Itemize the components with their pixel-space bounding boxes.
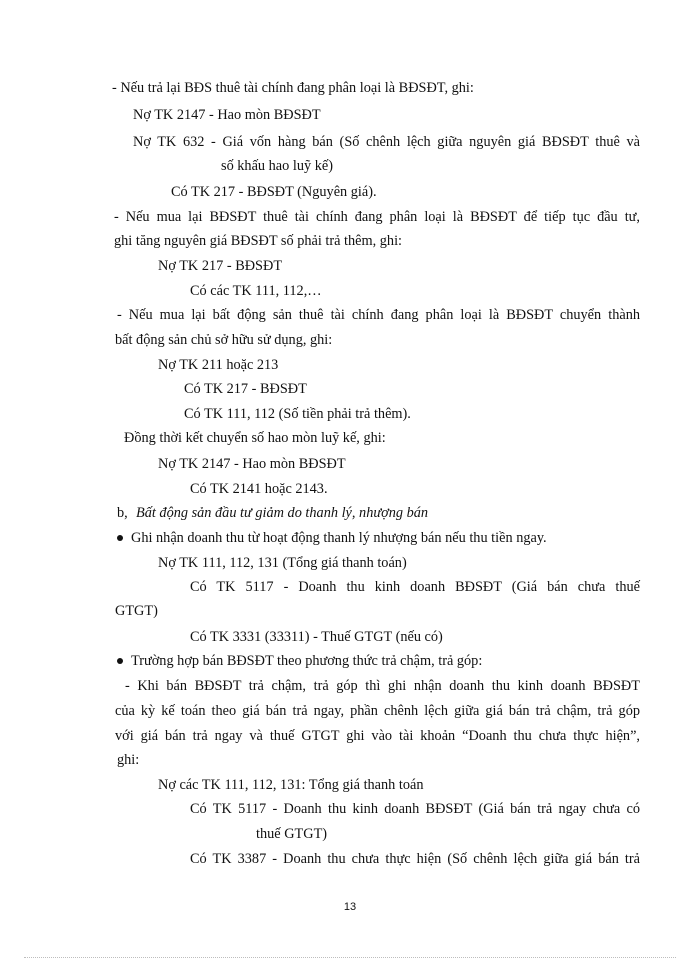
- text-line: - Khi bán BĐSĐT trả chậm, trả góp thì ghi nhận doanh thu kinh doanh BĐSĐT: [125, 678, 640, 694]
- text-line: Ghi nhận doanh thu từ hoạt động thanh lý nhượng bán nếu thu tiền ngay.: [131, 530, 547, 546]
- section-heading: Bất động sản đầu tư giảm do thanh lý, nhượng bán: [136, 505, 429, 521]
- text-line: Có TK 5117 - Doanh thu kinh doanh BĐSĐT (Giá bán trả ngay chưa có: [190, 801, 640, 817]
- text-line: ghi:: [117, 752, 140, 768]
- text-line: với giá bán trả ngay và thuế GTGT ghi vào tài khoản “Doanh thu chưa thực hiện”,: [115, 728, 640, 744]
- bullet-icon: [117, 658, 123, 664]
- text-line: Có TK 3387 - Doanh thu chưa thực hiện (Số chênh lệch giữa giá bán trả: [190, 851, 640, 867]
- section-number: b,: [117, 505, 128, 521]
- text-line: Nợ TK 211 hoặc 213: [158, 357, 279, 373]
- text-line: Có các TK 111, 112,…: [190, 283, 322, 299]
- text-line: ghi tăng nguyên giá BĐSĐT số phải trả thêm, ghi:: [114, 233, 403, 249]
- text-line: Đồng thời kết chuyển số hao mòn luỹ kế, ghi:: [124, 430, 386, 446]
- footer-divider: [24, 957, 676, 958]
- text-line: Nợ TK 2147 - Hao mòn BĐSĐT: [158, 456, 346, 472]
- text-line: Có TK 2141 hoặc 2143.: [190, 481, 328, 497]
- text-line: Có TK 111, 112 (Số tiền phải trả thêm).: [184, 406, 411, 422]
- text-line: GTGT): [115, 603, 158, 619]
- text-line: bất động sản chủ sở hữu sử dụng, ghi:: [115, 332, 333, 348]
- text-line: Có TK 3331 (33311) - Thuế GTGT (nếu có): [190, 629, 443, 645]
- text-line: Nợ TK 632 - Giá vốn hàng bán (Số chênh lệch giữa nguyên giá BĐSĐT thuê và: [133, 134, 640, 150]
- text-line: - Nếu mua lại bất động sản thuê tài chính đang phân loại là BĐSĐT chuyển thành: [117, 307, 640, 323]
- text-line: Trường hợp bán BĐSĐT theo phương thức trả chậm, trả góp:: [131, 653, 483, 669]
- bullet-icon: [117, 535, 123, 541]
- text-line: của kỳ kế toán theo giá bán trả ngay, phần chênh lệch giữa giá bán trả chậm, trả góp: [115, 703, 640, 719]
- text-line: - Nếu mua lại BĐSĐT thuê tài chính đang phân loại là BĐSĐT để tiếp tục đầu tư,: [114, 209, 640, 225]
- text-line: thuế GTGT): [256, 826, 328, 842]
- text-line: Nợ TK 217 - BĐSĐT: [158, 258, 283, 274]
- text-line: số khấu hao luỹ kế): [221, 158, 333, 174]
- text-line: Nợ TK 2147 - Hao mòn BĐSĐT: [133, 107, 321, 123]
- page-number: 13: [343, 901, 357, 913]
- text-line: Có TK 217 - BĐSĐT (Nguyên giá).: [171, 184, 377, 200]
- text-line: Nợ các TK 111, 112, 131: Tổng giá thanh toán: [158, 777, 424, 793]
- text-line: Có TK 217 - BĐSĐT: [184, 381, 307, 397]
- text-line: Nợ TK 111, 112, 131 (Tổng giá thanh toán): [158, 555, 407, 571]
- text-line: - Nếu trả lại BĐS thuê tài chính đang phân loại là BĐSĐT, ghi:: [112, 80, 474, 96]
- text-line: Có TK 5117 - Doanh thu kinh doanh BĐSĐT (Giá bán chưa thuế: [190, 579, 640, 595]
